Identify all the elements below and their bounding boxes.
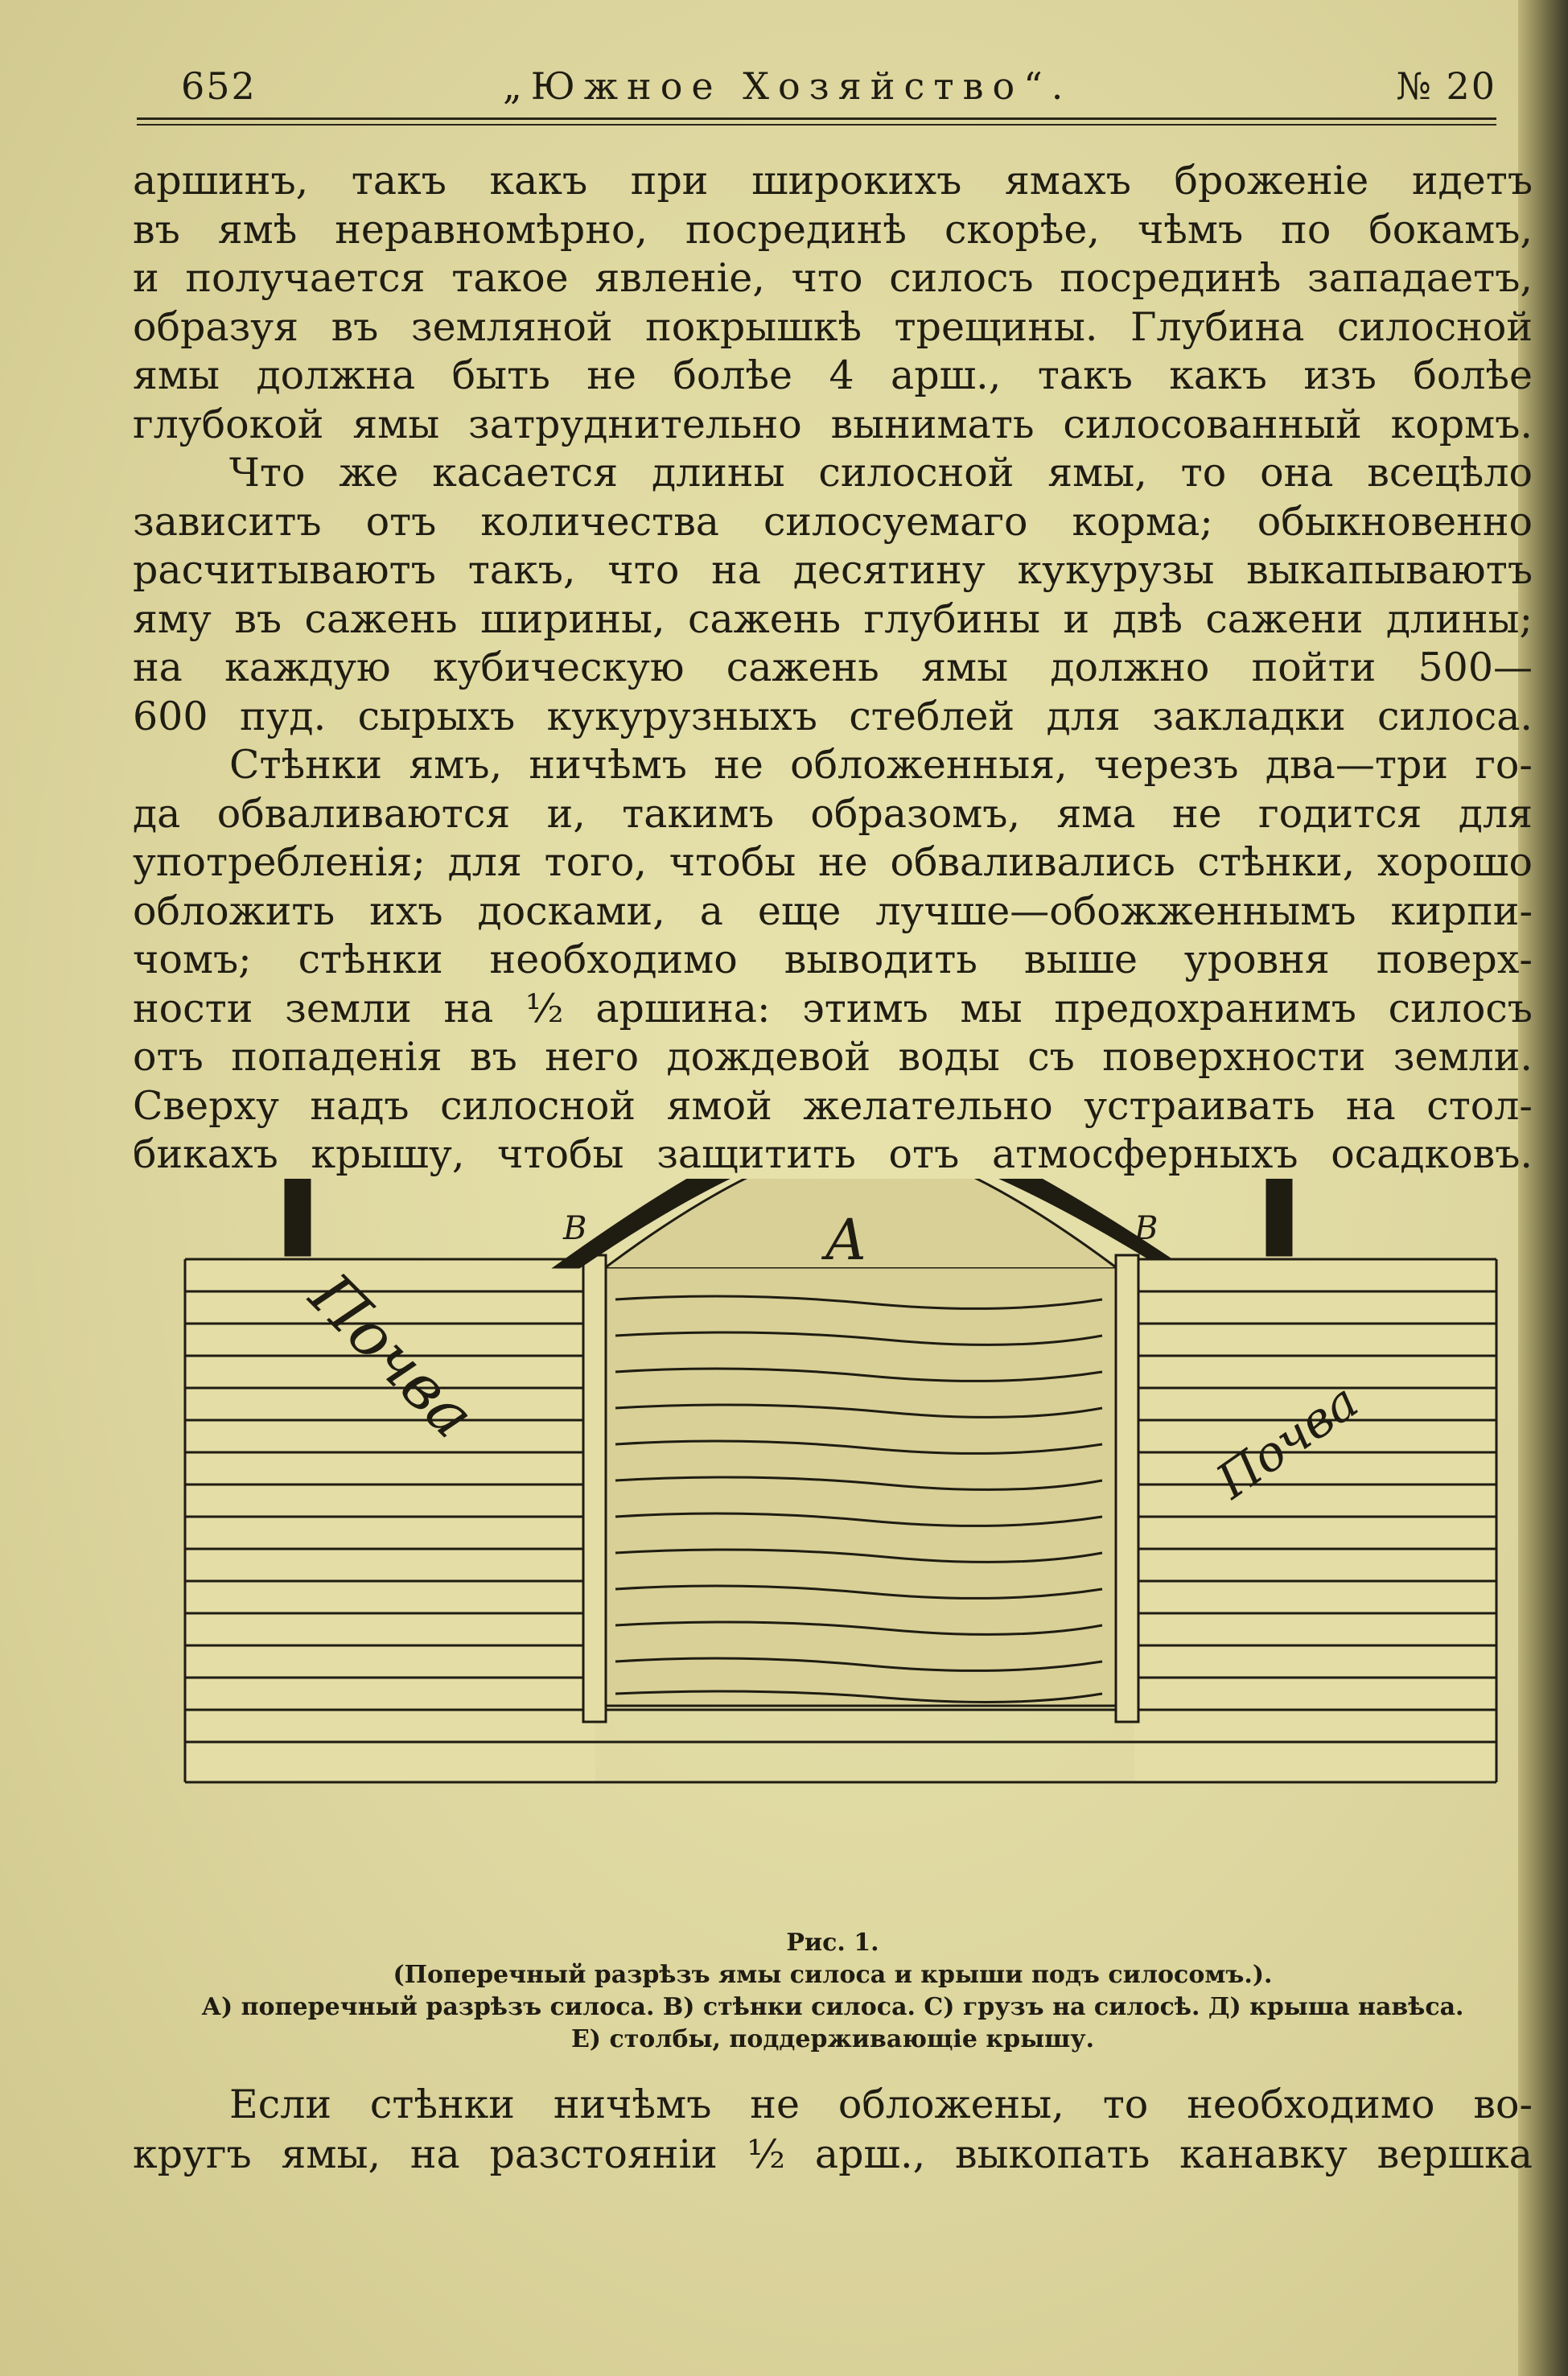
label-soil-right: Почва (1206, 1373, 1368, 1510)
text-line: Стѣнки ямъ, ничѣмъ не обложенныя, черезъ два—три го- (229, 742, 1533, 788)
caption-line: А) поперечный разрѣзъ силоса. В) стѣнки силоса. С) грузъ на силосѣ. Д) крыша навѣса. (201, 1993, 1464, 2021)
text-line: да обваливаются и, такимъ образомъ, яма не годится для (133, 790, 1533, 837)
text-line: чомъ; стѣнки необходимо выводить выше уровня поверх- (133, 937, 1533, 982)
paragraph-3 (133, 741, 1533, 1180)
label-soil-left: Почва (296, 1259, 489, 1452)
text-line: Что же касается длины силосной ямы, то она всецѣло (229, 450, 1533, 496)
text-line: обложить ихъ досками, а еще лучше—обожженнымъ кирпи- (133, 887, 1533, 934)
text-line: Сверху надъ силосной ямой желательно устраивать на стол- (133, 1082, 1533, 1129)
silage-body (606, 1267, 1116, 1706)
text-line: аршинъ, такъ какъ при широкихъ ямахъ броженіе идетъ (133, 158, 1533, 204)
page-number: 652 (181, 64, 257, 108)
text-line: образуя въ земляной покрышкѣ трещины. Глубина силосной (133, 303, 1533, 350)
article-continuation (133, 2080, 1533, 2180)
header-rule (137, 117, 1496, 120)
text-line: и получается такое явленіе, что силосъ посрединѣ западаетъ, (133, 255, 1533, 301)
text-line: расчитываютъ такъ, что на десятину кукурузы выкапываютъ (133, 547, 1533, 593)
post-right (1267, 1179, 1291, 1255)
text-line: яму въ сажень ширины, сажень глубины и двѣ сажени длины; (133, 595, 1533, 642)
text-line: ямы должна быть не болѣе 4 арш., такъ какъ изъ болѣе (133, 352, 1533, 398)
issue-number: № 20 (1396, 64, 1496, 108)
soil-right (1134, 1259, 1496, 1782)
post-left (286, 1179, 310, 1255)
text-line: бикахъ крышу, чтобы защитить отъ атмосферныхъ осадковъ. (133, 1131, 1533, 1177)
text-line: Если стѣнки ничѣмъ не обложены, то необходимо во- (229, 2082, 1533, 2127)
caption-line: (Поперечный разрѣзъ ямы силоса и крыши подъ силосомъ.). (393, 1961, 1273, 1989)
text-line: кругъ ямы, на разстояніи ½ арш., выкопать канавку вершка (133, 2131, 1533, 2177)
article-body (133, 157, 1533, 1180)
journal-title: „Южное Хозяйство“. (503, 64, 1072, 108)
label-silage: А (825, 1207, 868, 1273)
text-line: отъ попаденія въ него дождевой воды съ поверхности земли. (133, 1034, 1533, 1080)
text-line: на каждую кубическую сажень ямы должно пойти 500— (133, 644, 1533, 690)
text-line: въ ямѣ неравномѣрно, посрединѣ скорѣе, чѣмъ по бокамъ, (133, 206, 1533, 253)
label-wall-right: В (1134, 1210, 1159, 1247)
silo-cross-section-figure (177, 1179, 1504, 1903)
text-line: 600 пуд. сырыхъ кукурузныхъ стеблей для закладки силоса. (133, 693, 1533, 739)
label-wall-left: В (563, 1210, 587, 1247)
text-line: глубокой ямы затруднительно вынимать силосованный кормъ. (133, 401, 1533, 447)
running-header (137, 64, 1496, 113)
text-line: зависитъ отъ количества силосуемаго корма; обыкновенно (133, 498, 1533, 545)
caption-figure-number: Рис. 1. (786, 1929, 879, 1957)
header-rule-thin (137, 124, 1496, 126)
paragraph-1 (133, 157, 1533, 449)
text-line: ности земли на ½ аршина: этимъ мы предохранимъ силосъ (133, 985, 1533, 1032)
figure-caption (133, 1927, 1533, 2056)
caption-line: Е) столбы, поддерживающіе крышу. (570, 2025, 1095, 2053)
text-line: употребленія; для того, чтобы не обваливались стѣнки, хорошо (133, 839, 1533, 885)
paragraph-2 (133, 449, 1533, 741)
